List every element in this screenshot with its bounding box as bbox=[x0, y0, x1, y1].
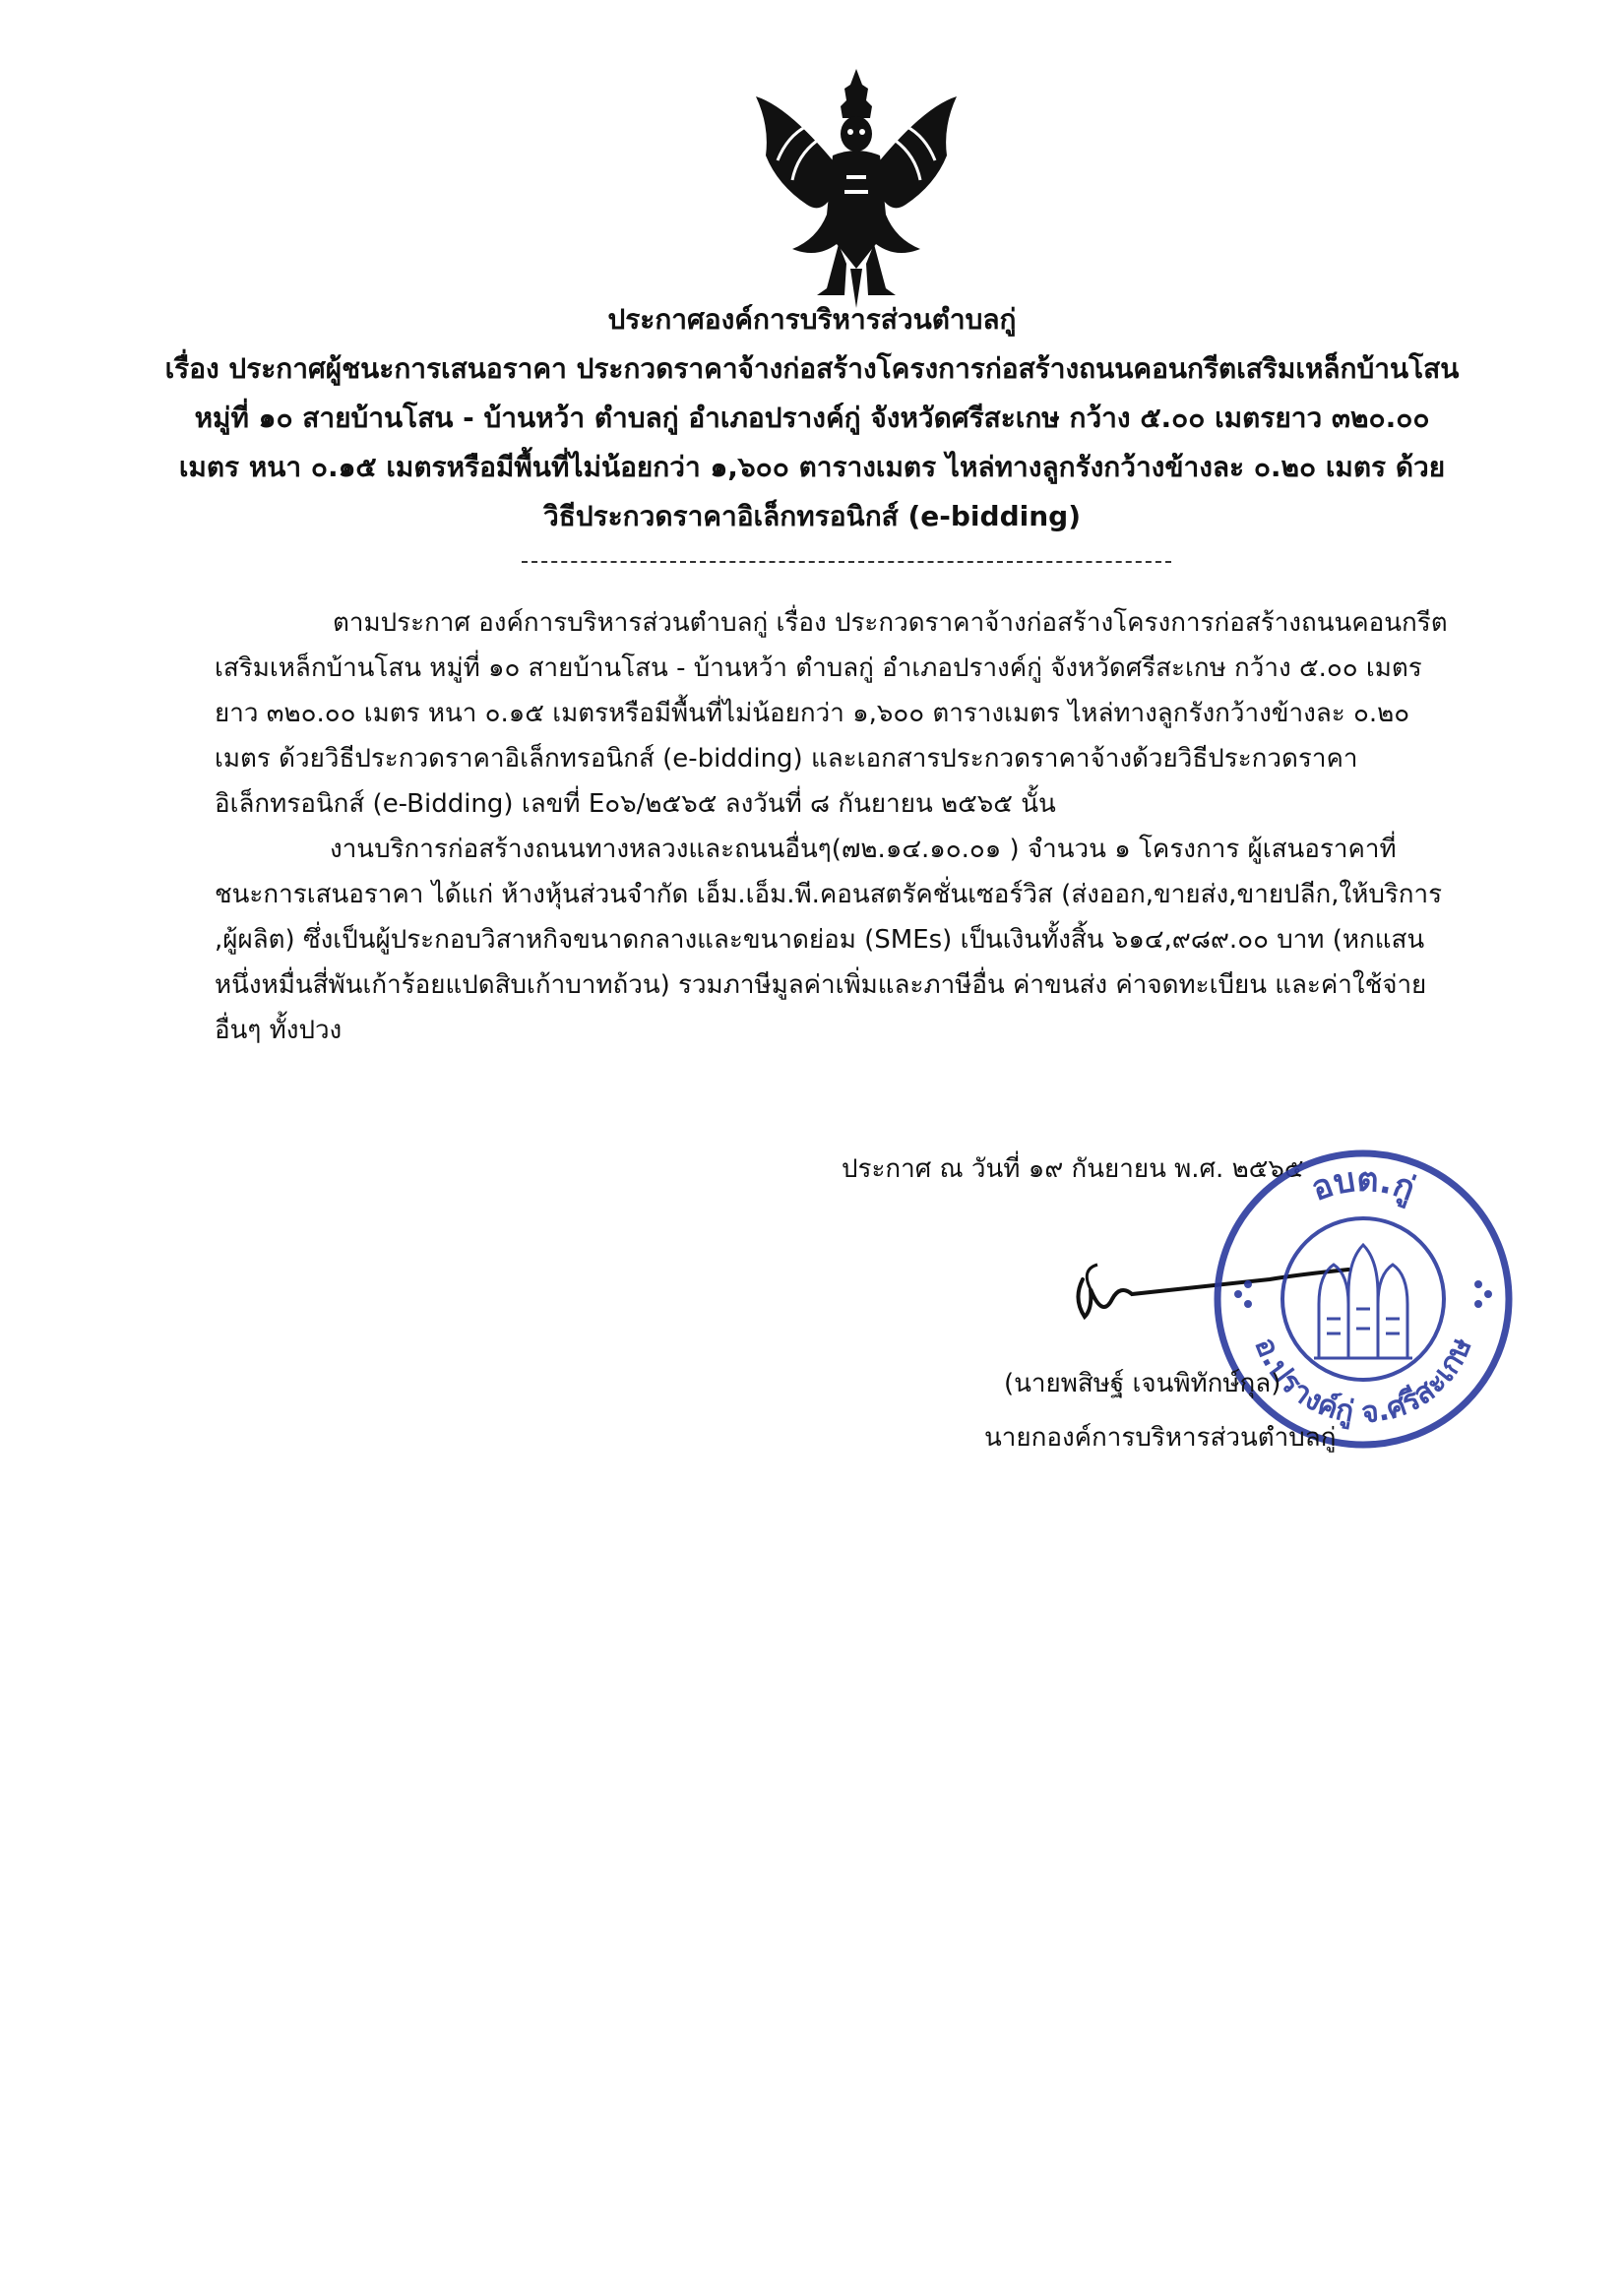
body-line: เมตร ด้วยวิธีประกวดราคาอิเล็กทรอนิกส์ (e-bidding) และเอกสารประกวดราคาจ้างด้วยวิธีประกวดราคา bbox=[215, 744, 1358, 774]
subject-line: เรื่อง ประกาศผู้ชนะการเสนอราคา ประกวดราคาจ้างก่อสร้างโครงการก่อสร้างถนนคอนกรีตเสริมเหล็กบ้านโสน bbox=[164, 352, 1460, 385]
announcement-date: ประกาศ ณ วันที่ ๑๙ กันยายน พ.ศ. ๒๕๖๕ bbox=[842, 1154, 1304, 1184]
body-line: อิเล็กทรอนิกส์ (e-Bidding) เลขที่ E๐๖/๒๕๖๕ ลงวันที่ ๘ กันยายน ๒๕๖๕ นั้น bbox=[215, 789, 1056, 819]
body-line: ชนะการเสนอราคา ได้แก่ ห้างหุ้นส่วนจำกัด เอ็ม.เอ็ม.พี.คอนสตรัคชั่นเซอร์วิส (ส่งออก,ขายส่ง,ขายปลีก,ให้บริการ bbox=[215, 880, 1443, 909]
body-line: ,ผู้ผลิต) ซึ่งเป็นผู้ประกอบวิสาหกิจขนาดกลางและขนาดย่อม (SMEs) เป็นเงินทั้งสิ้น ๖๑๔,๙๘๙.๐๐ บาท (หกแสน bbox=[215, 925, 1425, 955]
subject-line: วิธีประกวดราคาอิเล็กทรอนิกส์ (e-bidding) bbox=[543, 500, 1081, 532]
body-line: เสริมเหล็กบ้านโสน หมู่ที่ ๑๐ สายบ้านโสน - บ้านหว้า ตำบลกู่ อำเภอปรางค์กู่ จังหวัดศรีสะเกษ กว้าง ๕.๐๐ เมตร bbox=[215, 653, 1422, 683]
svg-text:อบต.กู่ bbox=[1306, 1160, 1420, 1210]
body-line: ตามประกาศ องค์การบริหารส่วนตำบลกู่ เรื่อง ประกวดราคาจ้างก่อสร้างโครงการก่อสร้างถนนคอนกรีต bbox=[333, 608, 1448, 638]
garuda-emblem-icon bbox=[748, 67, 965, 313]
subject-line: เมตร หนา ๐.๑๕ เมตรหรือมีพื้นที่ไม่น้อยกว่า ๑,๖๐๐ ตารางเมตร ไหล่ทางลูกรังกว้างข้างละ ๐.๒๐ เมตร ด้วย bbox=[178, 451, 1446, 483]
seal-top-text: อบต.กู่ bbox=[1305, 1159, 1421, 1210]
signer-name: (นายพสิษฐ์ เจนพิทักษ์กุล) bbox=[1004, 1369, 1281, 1398]
dashed-divider bbox=[522, 561, 1171, 563]
paragraph-reference bbox=[215, 600, 1494, 827]
seal-bottom-text: อ.ปรางค์กู่ จ.ศรีสะเกษ bbox=[1247, 1333, 1479, 1431]
announcement-body bbox=[215, 600, 1494, 1053]
organization-line: ประกาศองค์การบริหารส่วนตำบลกู่ bbox=[607, 303, 1017, 336]
body-line: อื่นๆ ทั้งปวง bbox=[215, 1016, 343, 1045]
body-line: หนึ่งหมื่นสี่พันเก้าร้อยแปดสิบเก้าบาทถ้วน) รวมภาษีมูลค่าเพิ่มและภาษีอื่น ค่าขนส่ง ค่าจดทะเบียน และค่าใช้จ่าย bbox=[215, 970, 1427, 1000]
body-line: งานบริการก่อสร้างถนนทางหลวงและถนนอื่นๆ(๗๒.๑๔.๑๐.๐๑ ) จำนวน ๑ โครงการ ผู้เสนอราคาที่ bbox=[330, 835, 1397, 864]
paragraph-winner bbox=[215, 827, 1494, 1053]
body-line: ยาว ๓๒๐.๐๐ เมตร หนา ๐.๑๕ เมตรหรือมีพื้นที่ไม่น้อยกว่า ๑,๖๐๐ ตารางเมตร ไหล่ทางลูกรังกว้างข้างละ ๐.๒๐ bbox=[215, 699, 1410, 728]
announcement-heading bbox=[148, 295, 1476, 541]
subject-line: หมู่ที่ ๑๐ สายบ้านโสน - บ้านหว้า ตำบลกู่ อำเภอปรางค์กู่ จังหวัดศรีสะเกษ กว้าง ๕.๐๐ เมตรยาว ๓๒๐.๐๐ bbox=[194, 402, 1430, 434]
signer-title: นายกองค์การบริหารส่วนตำบลกู่ bbox=[984, 1423, 1337, 1453]
official-seal-icon bbox=[1211, 1147, 1516, 1452]
